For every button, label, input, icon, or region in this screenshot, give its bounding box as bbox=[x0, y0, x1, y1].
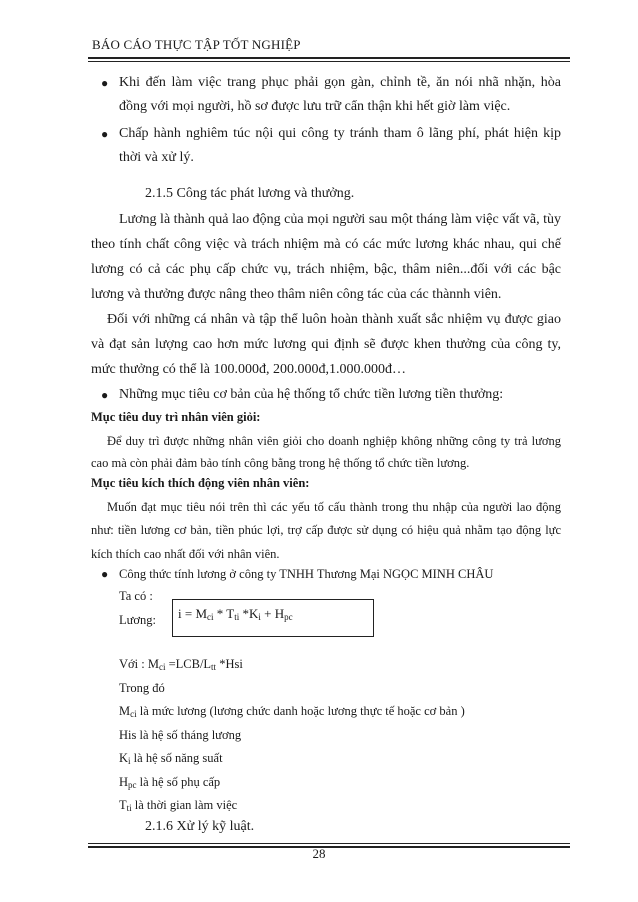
bullet-dot-icon: ● bbox=[101, 76, 109, 90]
section-heading: 2.1.6 Xử lý kỹ luật. bbox=[145, 819, 255, 834]
label-ta-co: Ta có : bbox=[119, 589, 153, 603]
paragraph-line: Đối với những cá nhân và tập thể luôn hoàn thành xuất sắc nhiệm vụ được giao bbox=[107, 312, 561, 327]
goal-heading: Mục tiêu duy trì nhân viên giỏi: bbox=[91, 410, 261, 424]
paragraph-line: Để duy trì được những nhân viên giỏi cho doanh nghiệp không những công ty trả lương bbox=[107, 434, 561, 448]
paragraph-line: theo tính chất công việc và trách nhiệm mà có các mức lương khác nhau, qui chế bbox=[91, 237, 561, 252]
bullet-line: Chấp hành nghiêm túc nội qui công ty tránh tham ô lãng phí, phát hiện kịp bbox=[119, 126, 561, 141]
bullet-line: Khi đến làm việc trang phục phải gọn gàn, chỉnh tề, ăn nói nhã nhặn, hòa bbox=[119, 75, 561, 90]
definition-line: $M_{ci}$ là mức lương (lương chức danh hoặc lương thực tế hoặc cơ bản ) bbox=[119, 704, 465, 719]
paragraph-line: cao mà còn phải đảm bảo tính công bằng trong hệ thống tổ chức tiền lương. bbox=[91, 456, 470, 470]
paragraph-line: như: tiền lương cơ bản, tiền phúc lợi, trợ cấp được sử dụng có hiệu quả nhằm tạo động lực bbox=[91, 523, 561, 537]
definition-line: His là hệ số tháng lương bbox=[119, 728, 242, 742]
paragraph-line: lương có cả các phụ cấp chức vụ, trách nhiệm, bậc, thâm niên...đối với các bậc bbox=[91, 262, 561, 277]
header-rule bbox=[88, 57, 570, 59]
header-rule-thin bbox=[88, 61, 570, 62]
bullet-dot-icon: ● bbox=[101, 567, 109, 581]
footer-rule-thin bbox=[88, 843, 570, 844]
definition-line: $K_i$ là hệ số năng suất bbox=[119, 751, 223, 766]
paragraph-line: lương và thưởng được nâng theo thâm niên công tác của các thànnh viên. bbox=[91, 287, 502, 302]
paragraph-line: Muốn đạt mục tiêu nói trên thì các yếu tố cấu thành trong thu nhập của người lao động bbox=[107, 500, 561, 514]
formula-mci: Với : $M_{ci} =LCB/L_{tt}$ *Hsi bbox=[119, 657, 243, 672]
paragraph-line: và đạt sản lượng cao hơn mức lương qui định sẽ được khen thưởng của công ty, bbox=[91, 337, 561, 352]
page-number: 28 bbox=[312, 846, 326, 861]
section-heading: 2.1.5 Công tác phát lương và thưởng. bbox=[145, 186, 355, 201]
paragraph-line: kích thích cao nhất đối với nhân viên. bbox=[91, 547, 280, 561]
definition-line: $H_{pc}$ là hệ số phụ cấp bbox=[119, 775, 221, 790]
bullet-line: Những mục tiêu cơ bản của hệ thống tổ chức tiền lương tiền thưởng: bbox=[119, 387, 504, 402]
bullet-dot-icon: ● bbox=[101, 127, 109, 141]
paragraph-line: Lương là thành quả lao động của mọi người sau một tháng làm việc vất vã, tùy bbox=[119, 212, 561, 227]
bullet-line: Công thức tính lương ở công ty TNHH Thương Mại NGỌC MINH CHÂU bbox=[119, 567, 494, 581]
bullet-line: thời và xử lý. bbox=[119, 150, 194, 165]
goal-heading: Mục tiêu kích thích động viên nhân viên: bbox=[91, 476, 310, 490]
label-trong-do: Trong đó bbox=[119, 681, 165, 695]
bullet-line: đồng với mọi người, hồ sơ được lưu trữ cẩn thận khi hết giờ làm việc. bbox=[119, 99, 511, 114]
label-luong: Lương: bbox=[119, 613, 156, 627]
bullet-dot-icon: ● bbox=[101, 388, 109, 402]
definition-line: $T_{ti}$ là thời gian làm việc bbox=[119, 798, 238, 813]
salary-formula: $i = M_{ci} * T_{ti}$ $*K_i + H_{pc}$ bbox=[178, 606, 293, 622]
page-header: BÁO CÁO THỰC TẬP TỐT NGHIỆP bbox=[92, 37, 301, 52]
paragraph-line: mức thưởng có thể là 100.000đ, 200.000đ,1.000.000đ… bbox=[91, 362, 406, 377]
